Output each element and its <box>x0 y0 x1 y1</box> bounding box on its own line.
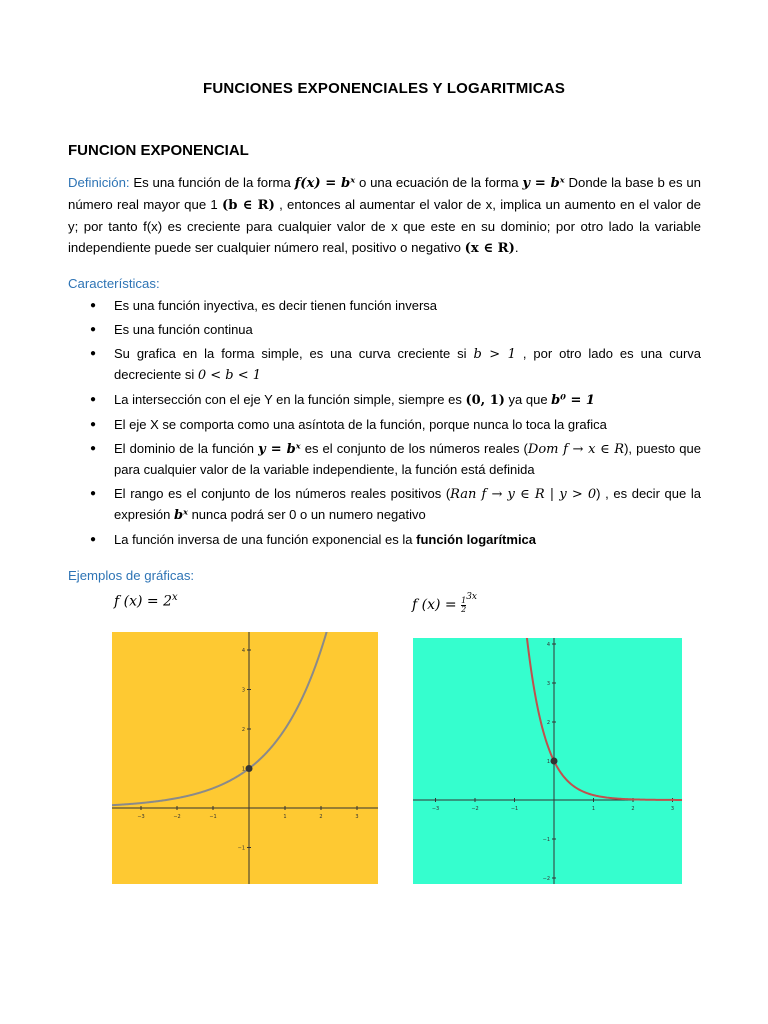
y-tick-label: 4 <box>546 642 550 648</box>
list-item <box>90 439 701 480</box>
x-tick-label: −3 <box>431 806 440 812</box>
list-item-text: es el conjunto de los números reales ( <box>300 441 528 456</box>
list-item-text: El dominio de la función <box>114 441 259 456</box>
definition-text: , entonces al aumentar el valor de x, implica un aumento en el valor de y; por tanto f(x) es creciente para cualquier valor de x que este en su dominio; por otro lado la variable independiente puede ser cualquier número real, positivo o negativo <box>68 197 702 255</box>
y-intercept-point <box>551 758 558 765</box>
y-tick-label: −2 <box>542 876 550 882</box>
graph1-formula-base: f (x) = 2 <box>114 593 172 610</box>
x-tick-label: 3 <box>670 806 675 812</box>
list-item <box>90 415 701 435</box>
y-tick-label: 2 <box>241 727 245 733</box>
examples-label: Ejemplos de gráficas: <box>68 568 195 583</box>
y-tick-label: −1 <box>542 837 550 843</box>
list-item <box>90 484 701 526</box>
x-tick-label: −1 <box>510 806 519 812</box>
section-heading: FUNCION EXPONENCIAL <box>68 142 249 159</box>
x-tick-label: 2 <box>631 806 635 812</box>
x-tick-label: 1 <box>591 806 596 812</box>
definition-formula: y = bˣ <box>522 176 565 191</box>
graph1-formula-exponent: x <box>172 592 178 603</box>
list-item <box>90 320 701 340</box>
y-intercept-point <box>246 765 253 772</box>
x-tick-label: −3 <box>137 814 145 820</box>
list-item-text: El rango es el conjunto de los números reales positivos ( <box>114 486 451 501</box>
definition-text: Donde la base b es un número real mayor que 1 <box>68 175 701 212</box>
list-item-formula: y = bˣ <box>258 442 301 457</box>
characteristics-label: Características: <box>68 276 160 291</box>
list-item-text: Su grafica en la forma simple, es una curva creciente si <box>114 346 474 361</box>
x-tick-label: −1 <box>209 814 217 820</box>
x-tick-label: −2 <box>471 806 479 812</box>
y-tick-label: 1 <box>241 766 245 773</box>
graph2-formula-exponent: 3x <box>466 592 477 602</box>
graph1-plot <box>112 632 378 884</box>
list-item-formula: b⁰ = 1 <box>551 393 595 408</box>
list-item-formula: Ran f → y ∈ R | y > 0 <box>450 487 597 502</box>
list-item-text: , por otro lado es una curva decreciente si <box>114 346 701 382</box>
y-tick-label: 3 <box>241 687 245 694</box>
graph2-fraction-denominator: 2 <box>461 604 467 614</box>
definition-text: o una ecuación de la forma <box>355 175 523 190</box>
document-title: FUNCIONES EXPONENCIALES Y LOGARITMICAS <box>202 80 566 97</box>
definition-paragraph <box>68 172 701 259</box>
graph1-formula <box>114 592 178 610</box>
list-item-formula: Dom f → x ∈ R <box>527 442 625 457</box>
y-tick-label: 1 <box>546 759 550 765</box>
definition-text: Es una función de la forma <box>129 175 295 190</box>
y-tick-label: 3 <box>546 681 550 687</box>
list-item <box>90 530 701 550</box>
y-tick-label: 4 <box>241 648 245 654</box>
y-tick-label: −1 <box>237 845 245 852</box>
graph-background <box>112 632 378 884</box>
x-tick-label: −2 <box>173 814 181 820</box>
list-item-bold-text: función logarítmica <box>416 532 537 547</box>
list-item <box>90 344 701 386</box>
list-item-text: La intersección con el eje Y en la función simple, siempre es <box>114 392 466 407</box>
definition-text: . <box>514 240 519 255</box>
definition-formula: (x ∈ R) <box>464 241 515 256</box>
x-tick-label: 2 <box>319 814 323 820</box>
list-item-text: Es una función inyectiva, es decir tienen función inversa <box>114 298 438 313</box>
graph2-plot <box>413 638 682 884</box>
graph2-fraction-numerator: 1 <box>461 595 467 605</box>
definition-formula: (b ∈ R) <box>222 198 275 213</box>
y-tick-label: 2 <box>546 720 550 726</box>
list-item-text: ), puesto que para cualquier valor de la variable independiente, la función está definida <box>114 441 701 477</box>
characteristics-list <box>90 296 701 554</box>
definition-label: Definición: <box>68 175 130 190</box>
list-item-formula: 0 < b < 1 <box>197 368 262 383</box>
graph2-formula-base: f (x) = <box>412 597 462 613</box>
x-tick-label: 1 <box>283 814 287 820</box>
list-item <box>90 390 701 411</box>
graph2-formula <box>412 592 477 614</box>
list-item-formula: b > 1 <box>473 347 516 362</box>
list-item-formula: bˣ <box>173 508 188 523</box>
list-item-text: La función inversa de una función exponencial es la <box>114 532 417 547</box>
list-item-formula: (0, 1) <box>465 393 505 408</box>
list-item-text: El eje X se comporta como una asíntota de la función, porque nunca lo toca la grafica <box>114 417 607 432</box>
list-item <box>90 296 701 316</box>
list-item-text: ya que <box>504 392 552 407</box>
x-tick-label: 3 <box>355 814 359 820</box>
definition-formula: f(x) = bˣ <box>294 176 356 191</box>
list-item-text: ) , es decir que la expresión <box>114 486 701 522</box>
list-item-text: Es una función continua <box>114 322 253 337</box>
list-item-text: nunca podrá ser 0 o un numero negativo <box>187 507 426 522</box>
